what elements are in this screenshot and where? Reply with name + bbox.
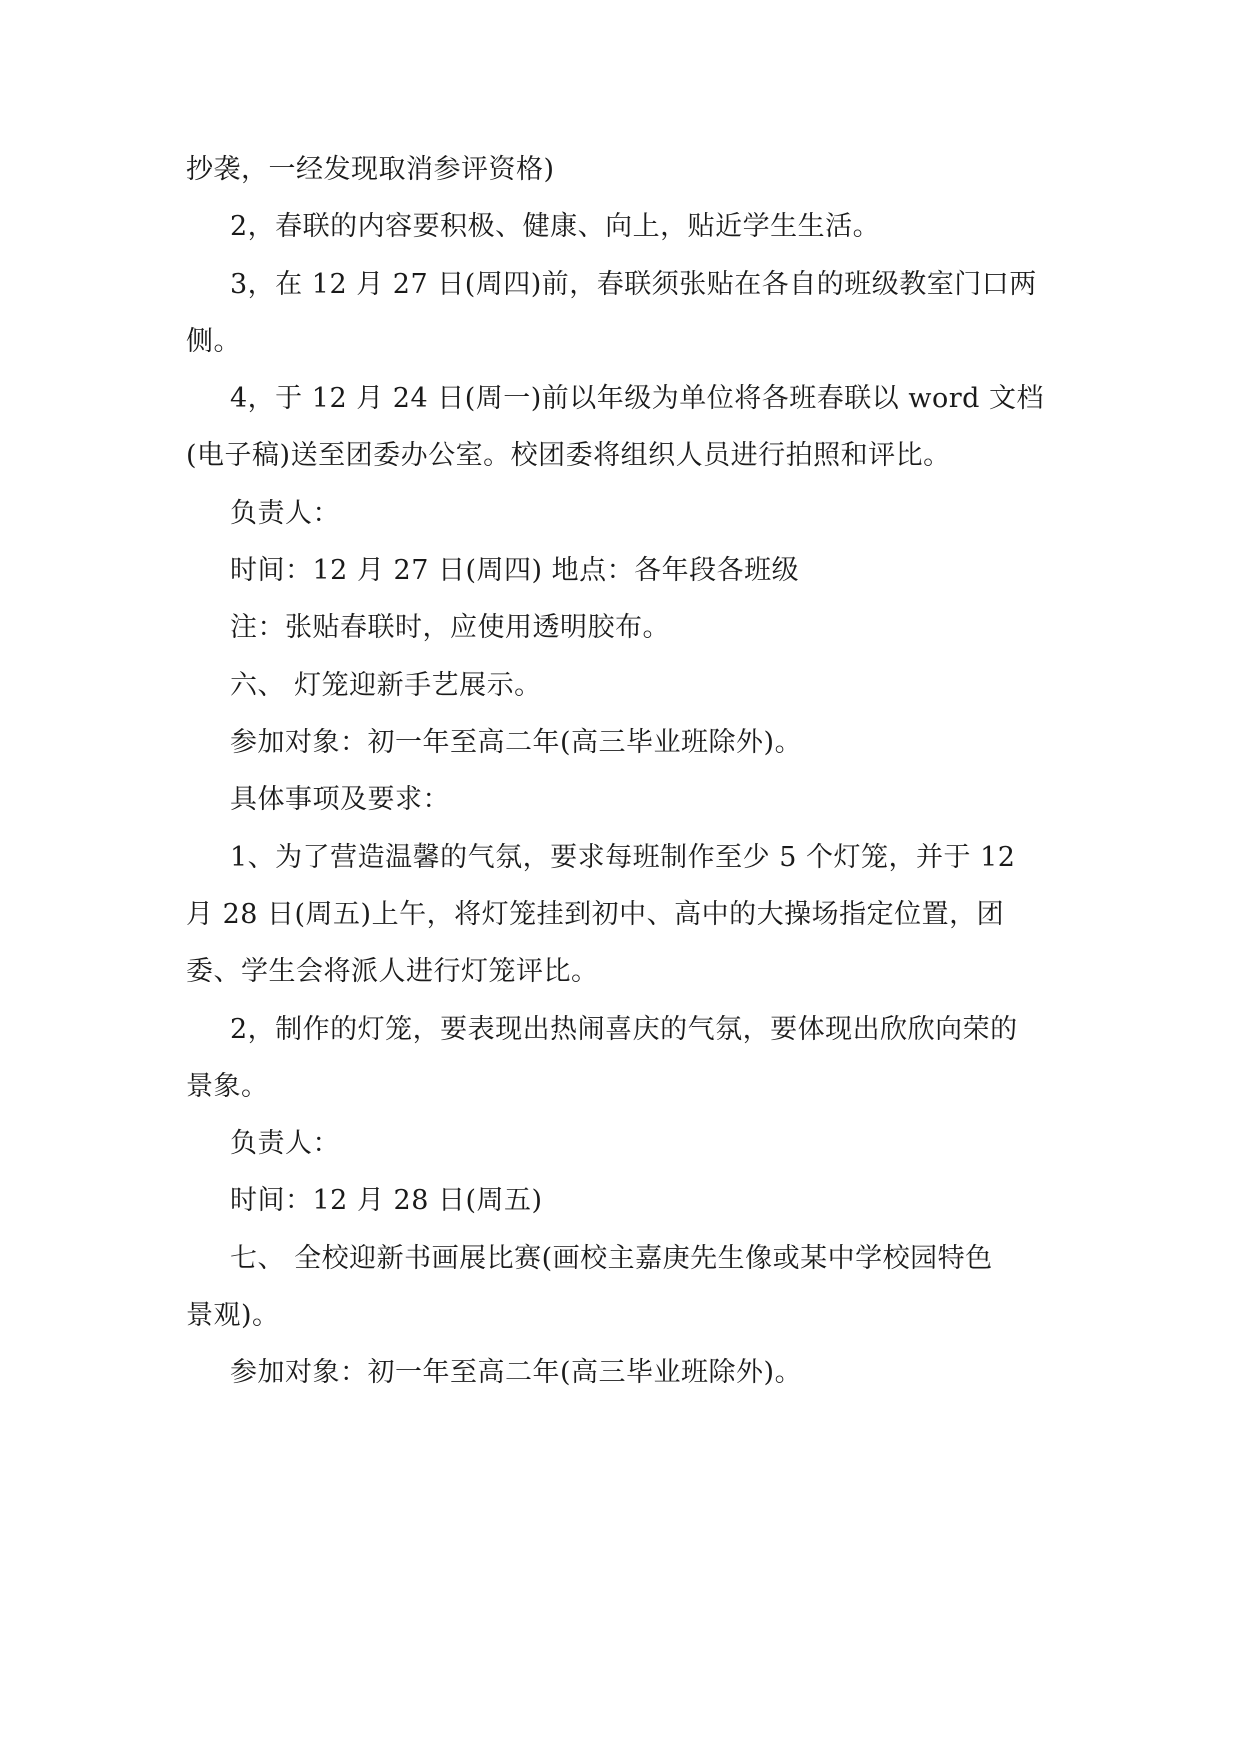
text-line: 负责人： [230, 1128, 340, 1159]
text-line: 1、为了营造温馨的气氛，要求每班制作至少 5 个灯笼，并于 12 [230, 842, 1016, 873]
text-line: 参加对象：初一年至高二年(高三毕业班除外)。 [230, 727, 803, 758]
text-line: 抄袭，一经发现取消参评资格) [186, 154, 555, 185]
text-line: 注：张贴春联时，应使用透明胶布。 [230, 612, 670, 643]
text-line: 景象。 [186, 1071, 269, 1102]
text-line: 景观)。 [186, 1300, 280, 1331]
text-line: 时间：12 月 27 日(周四) 地点：各年段各班级 [230, 555, 800, 586]
text-line: 委、学生会将派人进行灯笼评比。 [186, 956, 599, 987]
text-line: 月 28 日(周五)上午，将灯笼挂到初中、高中的大操场指定位置，团 [186, 899, 1005, 930]
text-line: 具体事项及要求： [230, 784, 450, 815]
text-line: 4，于 12 月 24 日(周一)前以年级为单位将各班春联以 word 文档 [230, 383, 1045, 414]
text-line: 2，春联的内容要积极、健康、向上，贴近学生生活。 [230, 211, 881, 242]
section-heading: 七、 全校迎新书画展比赛(画校主嘉庚先生像或某中学校园特色 [230, 1243, 993, 1274]
text-line: 侧。 [186, 326, 241, 357]
text-line: 参加对象：初一年至高二年(高三毕业班除外)。 [230, 1357, 803, 1388]
text-line: 3，在 12 月 27 日(周四)前，春联须张贴在各自的班级教室门口两 [230, 269, 1037, 300]
section-heading: 六、 灯笼迎新手艺展示。 [230, 670, 542, 701]
text-line: 时间：12 月 28 日(周五) [230, 1185, 543, 1216]
text-line: 负责人： [230, 498, 340, 529]
text-line: 2，制作的灯笼，要表现出热闹喜庆的气氛，要体现出欣欣向荣的 [230, 1014, 1018, 1045]
text-line: (电子稿)送至团委办公室。校团委将组织人员进行拍照和评比。 [186, 440, 951, 471]
